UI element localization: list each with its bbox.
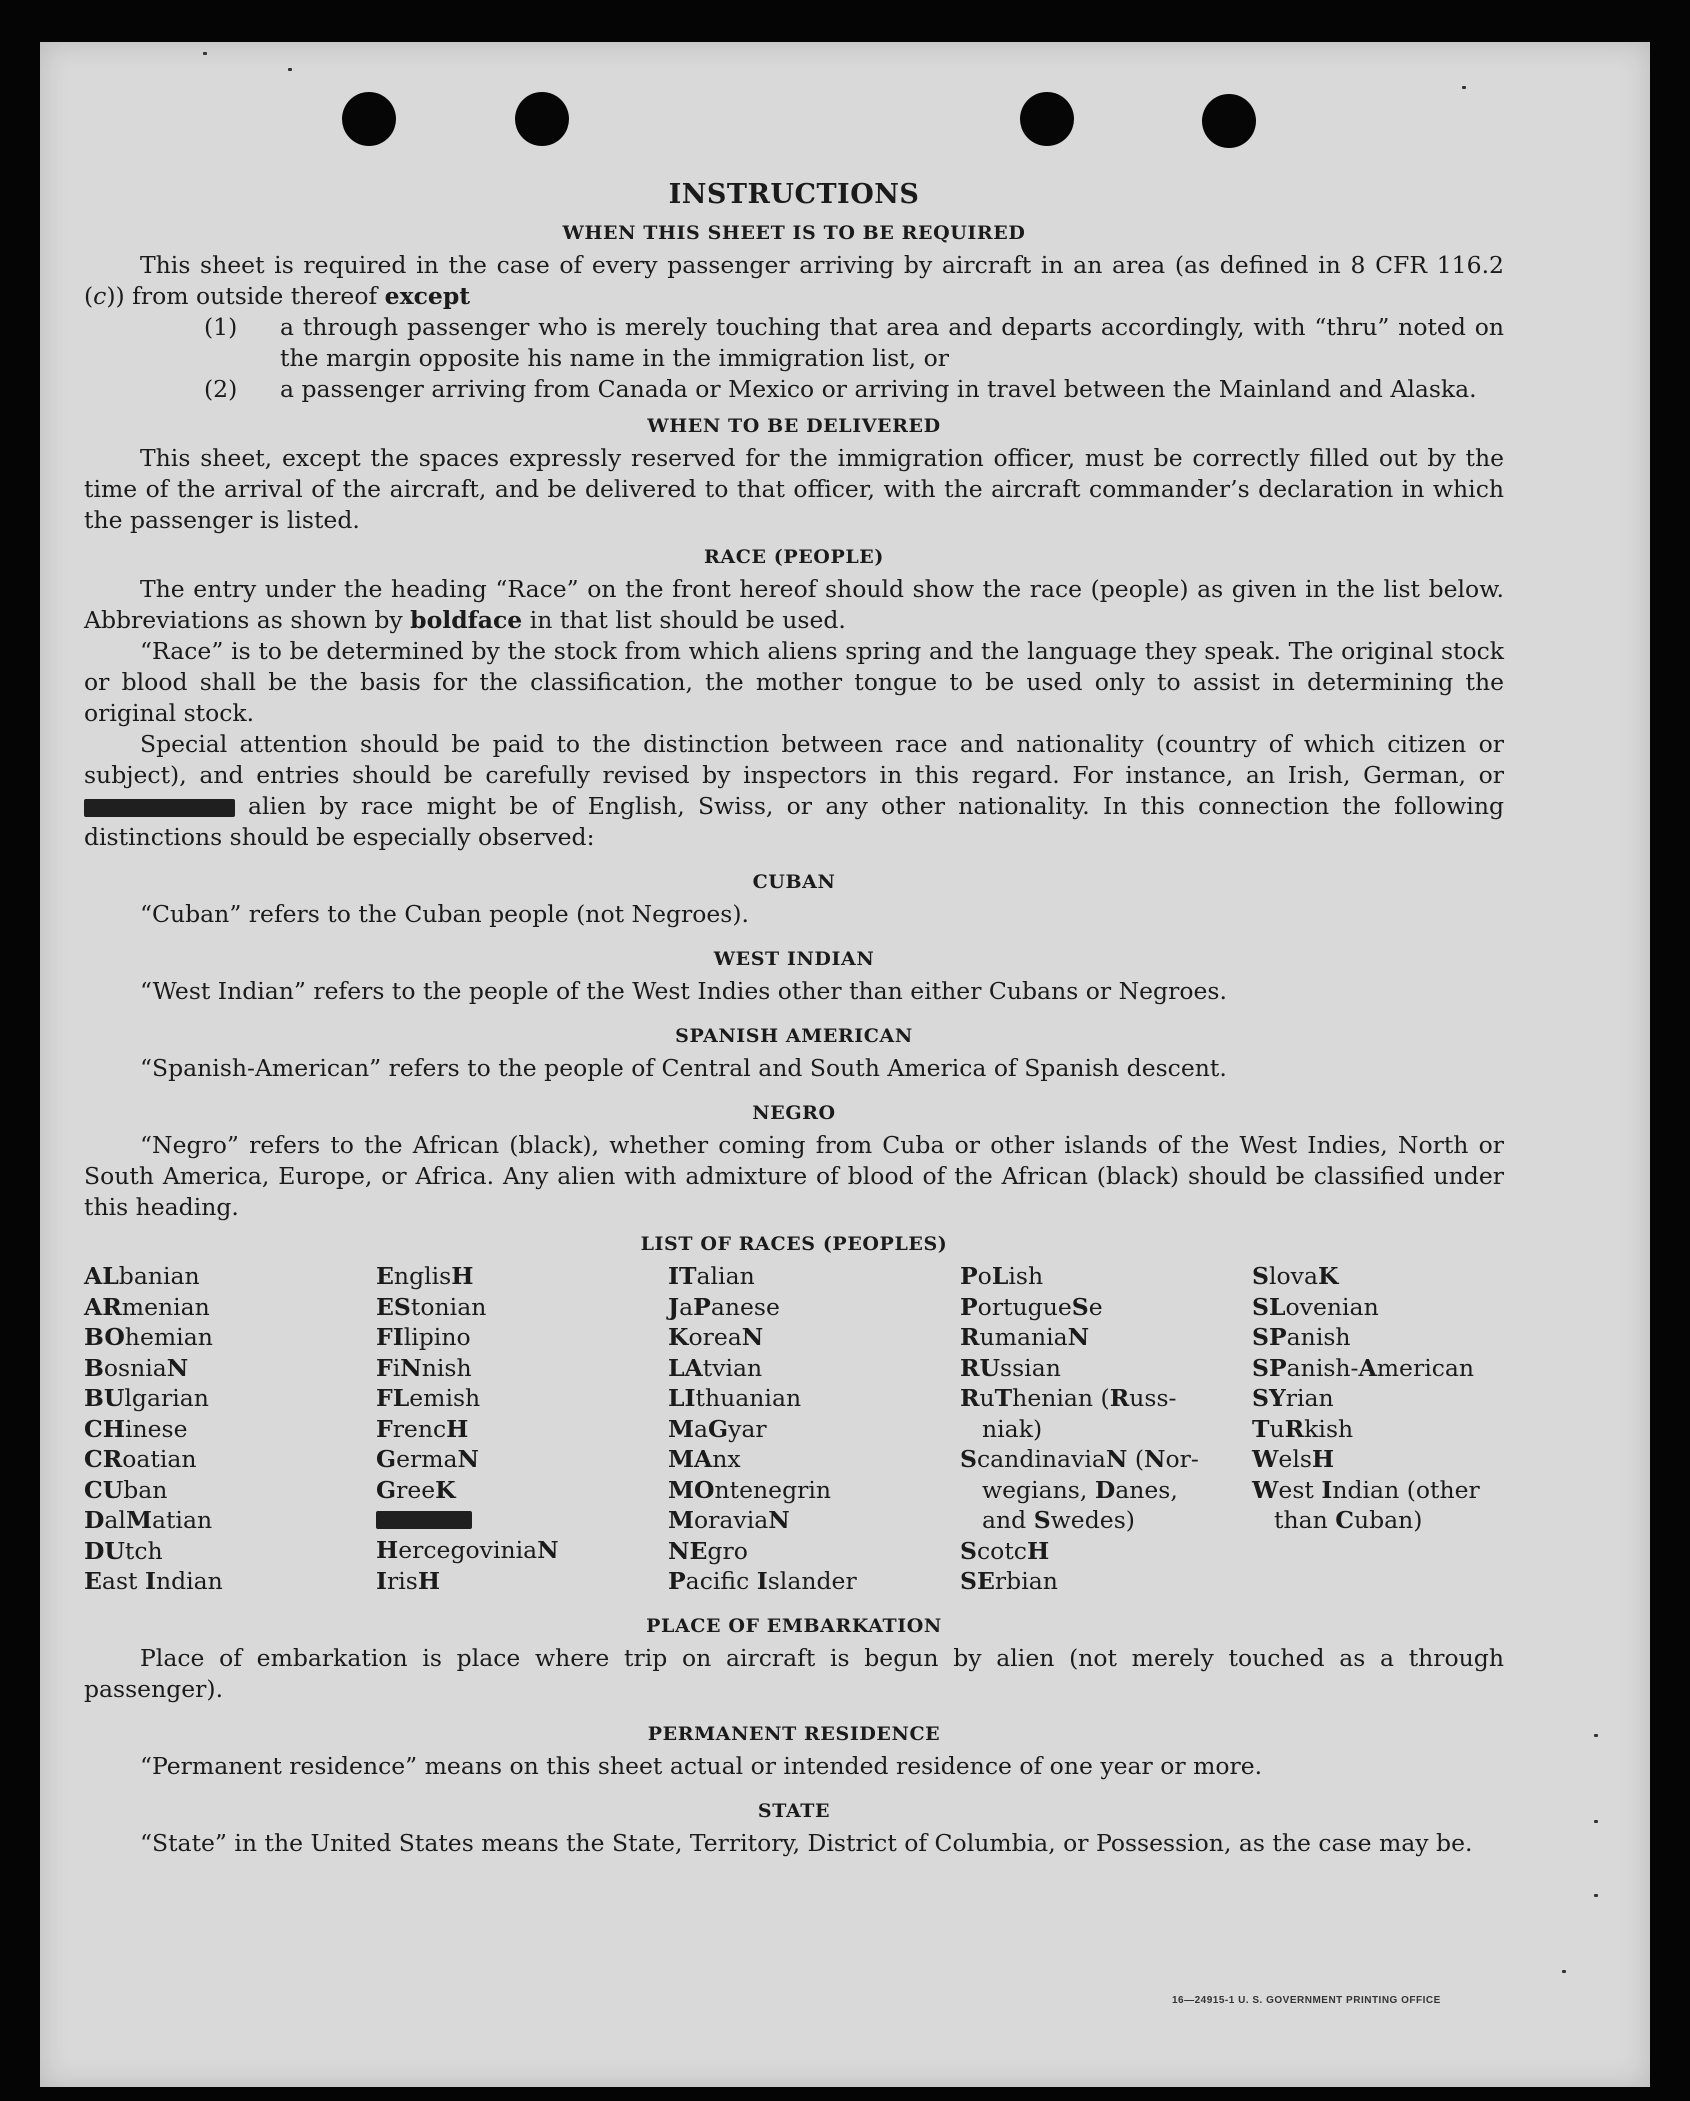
race-p3-b: alien by race might be of English, Swiss, or any other nationality. In this connection the following distinctions should be especially observed: xyxy=(84,792,1504,851)
negro-text: “Negro” refers to the African (black), whether coming from Cuba or other islands of the West Indies, North or South America, Europe, or Africa. Any alien with admixture of blood of the African (black) should be classified under this heading. xyxy=(84,1131,1504,1221)
race-entry: MAnx xyxy=(668,1445,741,1473)
race-entry: SLovenian xyxy=(1252,1292,1379,1321)
page-title: INSTRUCTIONS xyxy=(668,179,920,210)
exception-number: (1) xyxy=(204,313,238,341)
race-entry: MoraviaN xyxy=(668,1506,790,1534)
race-entry xyxy=(376,1511,472,1529)
exception-text: a passenger arriving from Canada or Mexico or arriving in travel between the Mainland and Alaska. xyxy=(280,375,1477,403)
race-entry: CRoatian xyxy=(84,1445,197,1473)
section-heading-races-list: LIST OF RACES (PEOPLES) xyxy=(640,1233,948,1255)
race-entry: SYrian xyxy=(1252,1384,1334,1412)
race-entry: BOhemian xyxy=(84,1323,213,1351)
section-heading-race: RACE (PEOPLE) xyxy=(704,546,884,568)
race-entry: ARmenian xyxy=(84,1292,210,1321)
required-paragraph xyxy=(84,250,1504,312)
race-entry: RUssian xyxy=(960,1353,1061,1382)
state-text: “State” in the United States means the State, Territory, District of Columbia, or Possession, as the case may be. xyxy=(140,1828,1473,1857)
race-entry: SlovaK xyxy=(1252,1262,1339,1290)
race-entry: MOntenegrin xyxy=(668,1475,832,1504)
race-p1-a: The entry under the heading “Race” on the front hereof should show the race (people) as given in the list below. Abbreviations as shown by xyxy=(84,575,1504,634)
race-entry: niak) xyxy=(982,1414,1043,1443)
race-entry: Pacifc Islander xyxy=(668,1567,857,1595)
exception-number: (2) xyxy=(204,375,238,403)
race-entry: FiNnish xyxy=(376,1353,472,1382)
section-heading-negro: NEGRO xyxy=(752,1102,836,1124)
dust-speck xyxy=(1594,1820,1598,1823)
required-text-b: )) from outside thereof xyxy=(106,282,385,310)
section-heading-required: WHEN THIS SHEET IS TO BE REQUIRED xyxy=(562,222,1026,244)
race-entry: ScandinaviaN (Nor- xyxy=(960,1445,1199,1473)
delivered-paragraph: This sheet, except the spaces expressly reserved for the immigration officer, must be correctly filled out by the time of the arrival of the aircraft, and be delivered to that officer, with the aircraft commander’s declaration in which the passenger is listed. xyxy=(84,444,1504,534)
dust-speck xyxy=(1462,86,1466,89)
exception-text: a through passenger who is merely touching that area and departs accordingly, with “thru” noted on the margin opposite his name in the immigration list, or xyxy=(280,313,1504,372)
required-text-c: c xyxy=(93,282,107,310)
race-entry: SErbian xyxy=(960,1567,1058,1595)
race-entry: SPanish xyxy=(1252,1323,1351,1351)
exception-item xyxy=(204,374,1504,405)
race-entry: and Swedes) xyxy=(982,1506,1135,1534)
race-paragraph-1 xyxy=(84,574,1504,636)
race-entry: GreeK xyxy=(376,1475,456,1504)
race-entry: LIthuanian xyxy=(668,1384,802,1412)
spanish-american-text: “Spanish-American” refers to the people of Central and South America of Spanish descent. xyxy=(140,1054,1227,1082)
document-sheet xyxy=(40,42,1650,2087)
race-entry: LAtvian xyxy=(668,1353,763,1382)
residence-text: “Permanent residence” means on this sheet actual or intended residence of one year or more. xyxy=(140,1751,1263,1780)
race-paragraph-2: “Race” is to be determined by the stock from which aliens spring and the language they speak. The original stock or blood shall be the basis for the classification, the mother tongue to be used only to assist in determining the original stock. xyxy=(84,637,1504,727)
race-entry: WelsH xyxy=(1252,1445,1335,1473)
race-entry: RuThenian (Russ- xyxy=(960,1384,1177,1412)
races-list xyxy=(84,1261,1504,1597)
races-column xyxy=(1252,1261,1512,1597)
section-heading-embarkation: PLACE OF EMBARKATION xyxy=(646,1614,942,1637)
race-entry: SPanish-American xyxy=(1252,1353,1475,1382)
race-entry: ScotcH xyxy=(960,1536,1050,1565)
west-indian-text: “West Indian” refers to the people of the West Indies other than either Cubans or Negroes. xyxy=(140,977,1227,1005)
races-column xyxy=(668,1261,960,1597)
race-entry: EStonian xyxy=(376,1292,487,1321)
race-entry: GermaN xyxy=(376,1445,480,1473)
dust-speck xyxy=(203,52,207,55)
race-entry: DUtch xyxy=(84,1536,163,1565)
section-heading-cuban: CUBAN xyxy=(752,871,836,893)
race-entry: wegians, Danes, xyxy=(982,1475,1178,1504)
race-entry: East Indian xyxy=(84,1567,223,1595)
print-code: 16—24915-1 U. S. GOVERNMENT PRINTING OFFICE xyxy=(1172,1995,1441,2006)
race-entry: BosniaN xyxy=(84,1353,189,1382)
instructions-body xyxy=(84,130,1504,1859)
race-paragraph-3 xyxy=(84,729,1504,853)
race-entry: FIlipino xyxy=(376,1323,471,1351)
race-entry: West Indian (other xyxy=(1252,1475,1480,1504)
race-entry: CUban xyxy=(84,1475,168,1504)
race-p1-bold: boldface xyxy=(410,606,523,634)
race-entry: RumaniaN xyxy=(960,1323,1090,1351)
race-entry: than Cuban) xyxy=(1274,1506,1423,1534)
race-entry: EnglisH xyxy=(376,1262,474,1290)
race-entry: DalMatian xyxy=(84,1506,213,1534)
race-entry: NEgro xyxy=(668,1536,748,1565)
section-heading-spanish-american: SPANISH AMERICAN xyxy=(675,1025,913,1047)
section-heading-delivered: WHEN TO BE DELIVERED xyxy=(647,415,941,437)
required-text-except: except xyxy=(384,282,471,310)
redacted-word xyxy=(84,799,235,817)
dust-speck xyxy=(1594,1734,1598,1737)
embarkation-text: Place of embarkation is place where trip on aircraft is begun by alien (not merely touched as a through passenger). xyxy=(84,1643,1504,1703)
race-entry: MaGyar xyxy=(668,1414,767,1443)
race-entry: FLemish xyxy=(376,1384,481,1412)
section-heading-residence: PERMANENT RESIDENCE xyxy=(647,1722,941,1745)
races-column xyxy=(84,1261,376,1597)
race-entry: CHinese xyxy=(84,1414,188,1443)
race-entry: IrisH xyxy=(376,1566,441,1595)
races-column xyxy=(960,1261,1252,1597)
race-p3-a: Special attention should be paid to the distinction between race and nationality (country of which citizen or subject), and entries should be carefully revised by inspectors in this regard. For instance, an Irish, German, or xyxy=(84,730,1504,789)
race-entry: FrencH xyxy=(376,1414,469,1443)
race-entry: PoLish xyxy=(960,1262,1044,1290)
race-entry: BUlgarian xyxy=(84,1384,209,1412)
race-p1-b: in that list should be used. xyxy=(522,606,846,634)
race-entry: ITalian xyxy=(668,1262,755,1290)
race-entry: HercegoviniaN xyxy=(376,1536,559,1564)
races-column xyxy=(376,1261,668,1597)
required-text-a: This sheet is required in the case of every passenger arriving by aircraft in an area (as defined in 8 CFR 116.2 ( xyxy=(84,251,1504,310)
race-entry: PortugueSe xyxy=(960,1292,1103,1321)
exception-item xyxy=(204,312,1504,374)
dust-speck xyxy=(1594,1894,1598,1897)
dust-speck xyxy=(1562,1970,1566,1973)
race-entry: KoreaN xyxy=(668,1323,764,1351)
race-entry: TuRkish xyxy=(1252,1414,1354,1443)
section-heading-west-indian: WEST INDIAN xyxy=(713,948,875,970)
dust-speck xyxy=(288,68,292,71)
section-heading-state: STATE xyxy=(757,1799,831,1822)
race-entry: JaPanese xyxy=(668,1292,780,1321)
race-entry: ALbanian xyxy=(84,1262,200,1290)
cuban-text: “Cuban” refers to the Cuban people (not Negroes). xyxy=(140,900,750,928)
